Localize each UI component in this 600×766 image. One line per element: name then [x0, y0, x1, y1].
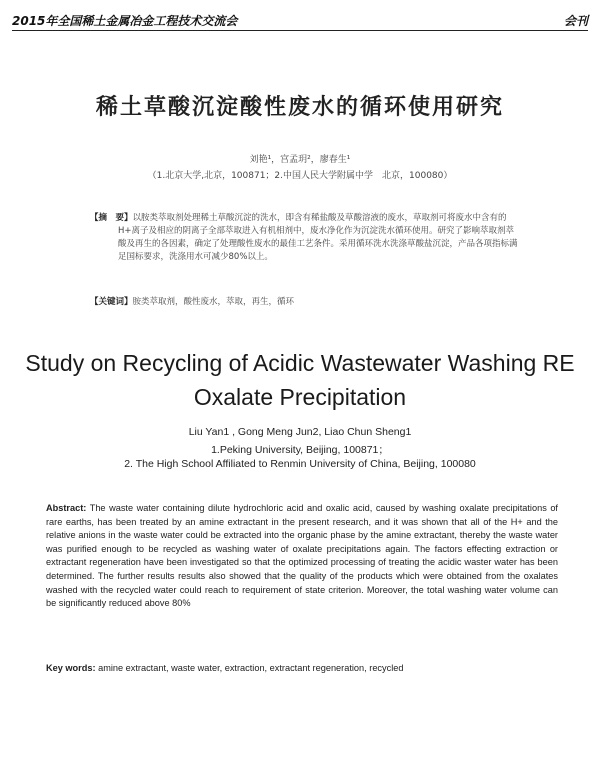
english-title-line2: Oxalate Precipitation — [193, 384, 407, 410]
chinese-keywords — [90, 295, 520, 307]
english-affiliation-1: 1.Peking University, Beijing, 100871； — [211, 444, 389, 456]
header-section-label: 会刊 — [563, 14, 588, 28]
chinese-keywords-label: 【关键词】 — [90, 297, 133, 307]
chinese-affiliation: （1.北京大学,北京，100871；2.中国人民大学附属中学 北京，100080） — [147, 171, 453, 181]
chinese-abstract-text: 以胺类萃取剂处理稀土草酸沉淀的洗水，即含有稀盐酸及草酸溶液的废水，草取剂可将废水中含有的H+离子及相应的阴离子全部萃取进入有机相剂中，废水净化作为沉淀洗水循环使用。研究了影响萃取剂萃酸及再生的各因素，确定了处理酸性废水的最佳工艺条件。采用循环洗水洗涤草酸盐沉淀，产品各项指标满足国标要求，洗涤用水可减少80%以上。 — [118, 213, 518, 262]
english-abstract — [46, 502, 558, 611]
chinese-authors: 刘艳¹，宫孟玥²，廖春生¹ — [249, 155, 351, 165]
english-authors: Liu Yan1 , Gong Meng Jun2, Liao Chun Sheng1 — [188, 426, 412, 438]
english-affiliation-2: 2. The High School Affiliated to Renmin University of China, Beijing, 100080 — [124, 458, 476, 470]
conference-name: 2015年全国稀土金属冶金工程技术交流会 — [12, 14, 238, 28]
english-title — [0, 346, 600, 414]
english-abstract-label: Abstract: — [46, 503, 87, 513]
chinese-abstract-label: 【摘 要】 — [90, 213, 133, 223]
header-rule — [12, 30, 588, 31]
running-header — [12, 10, 588, 32]
english-keywords-label: Key words: — [46, 663, 96, 673]
chinese-abstract — [90, 212, 520, 264]
english-keywords — [46, 663, 558, 673]
english-keywords-text: amine extractant, waste water, extraction, extractant regeneration, recycled — [95, 663, 404, 673]
english-title-line1: Study on Recycling of Acidic Wastewater Washing RE — [25, 350, 575, 376]
chinese-title: 稀土草酸沉淀酸性废水的循环使用研究 — [95, 95, 504, 120]
chinese-keywords-text: 胺类萃取剂，酸性废水，萃取，再生，循环 — [132, 297, 295, 307]
english-abstract-text: The waste water containing dilute hydrochloric acid and oxalic acid, caused by washing oxalate precipitations of rare earths, has been treated by an amine extractant in the present research, and it was shown that all of the H+ and the relative anions in the waste water could be extracted into the organic phase by the amine extractant, thereby the waste water was purified enough to be recycled as washing water of oxalate precipitations again. The factors effecting extraction or extractant regeneration have been investigated so that the optimized processing of treating the acidic waster water has been determined. The further results results also showed that the quality of the products which were obtained from the oxalates washed with the recycled water could reach to requirement of state criterion. Moreover, the total washing water volume can be significantly reduced above 80% — [46, 503, 558, 609]
